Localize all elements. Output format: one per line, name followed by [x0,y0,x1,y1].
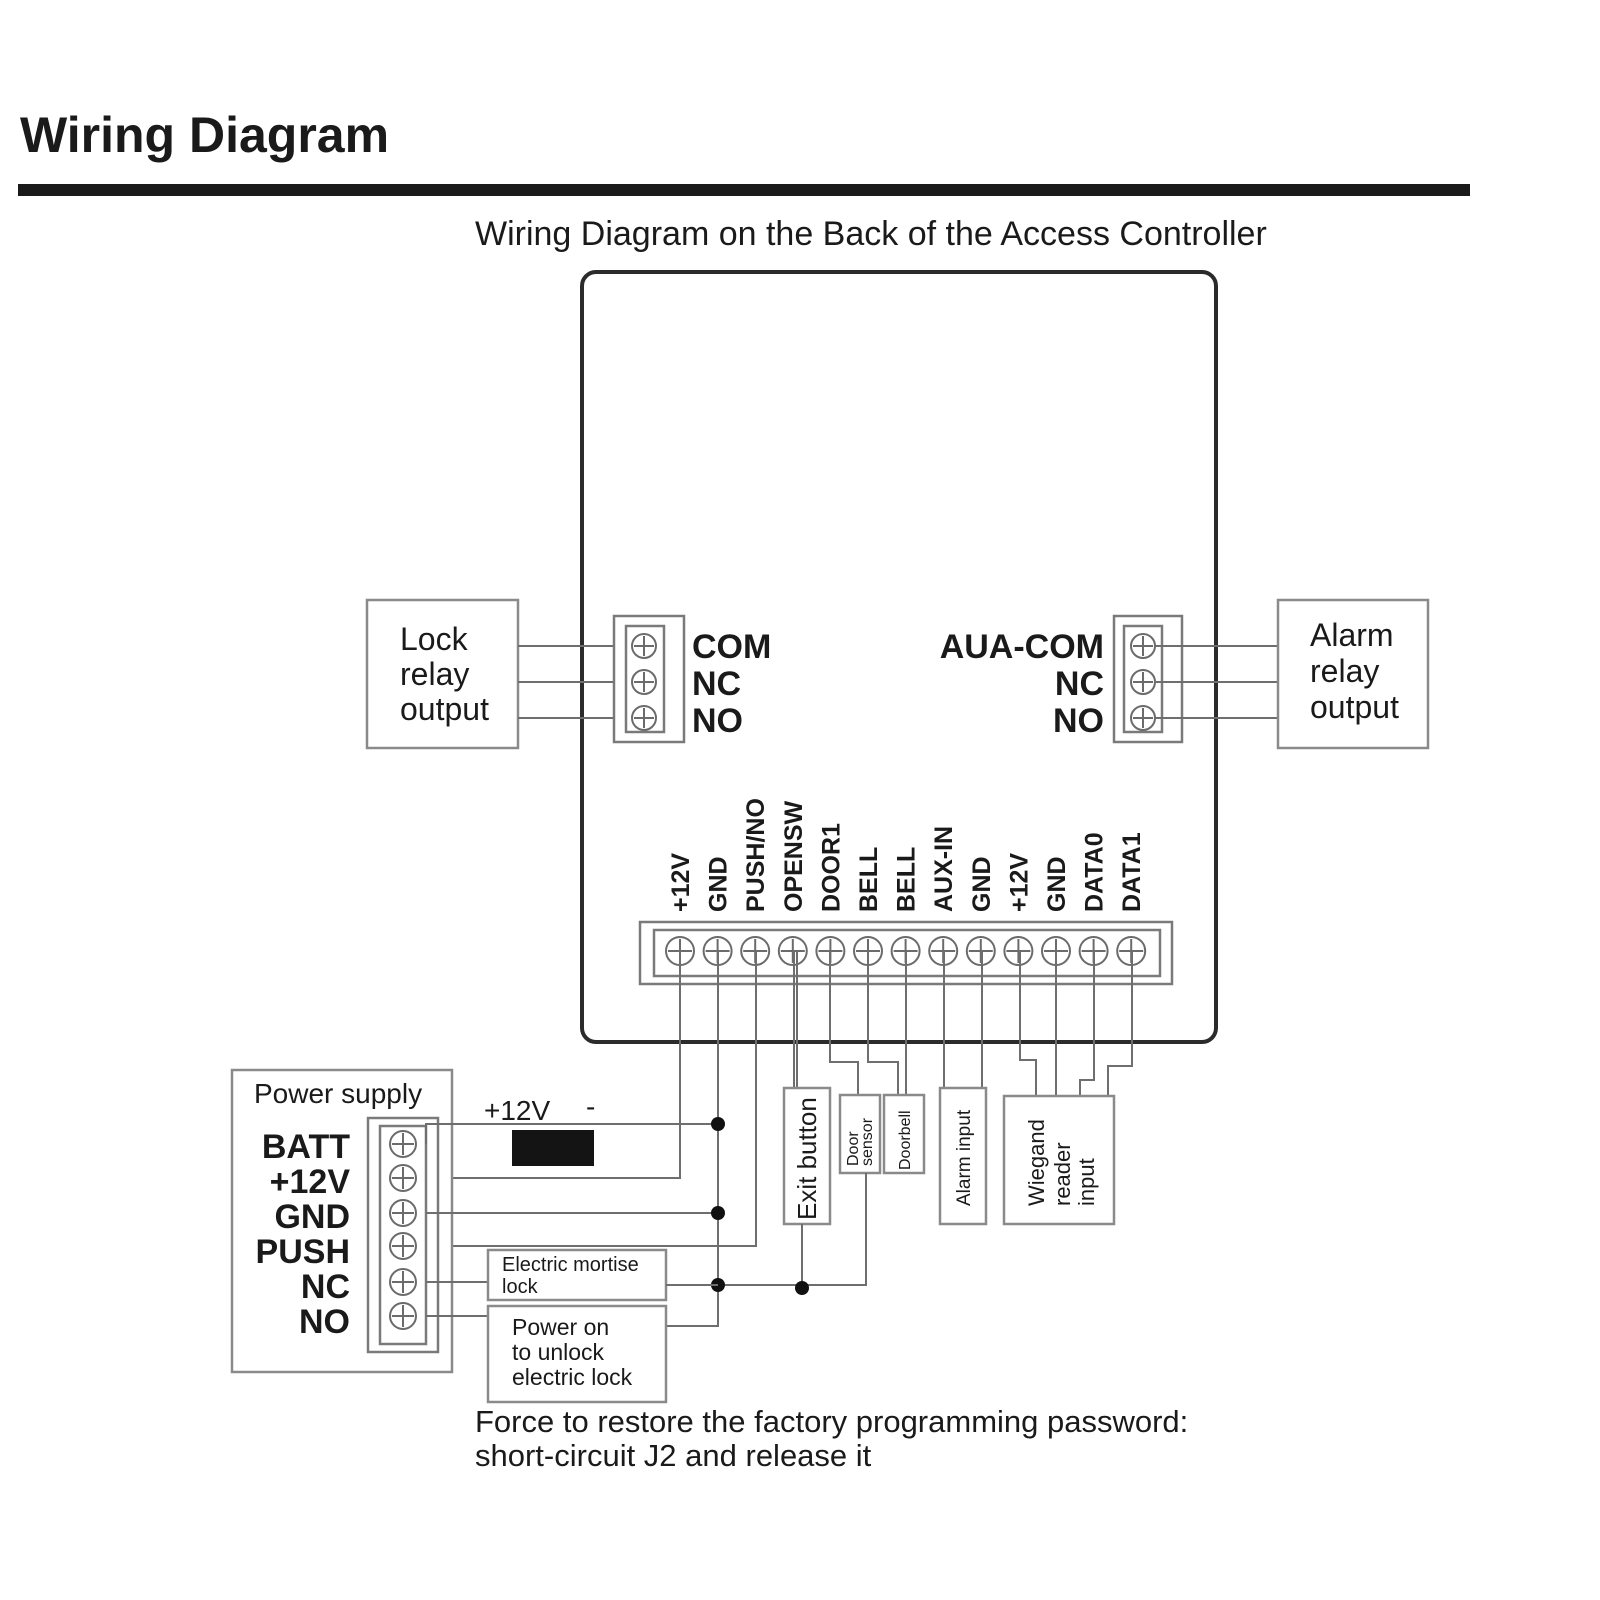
footer-note-line-2: short-circuit J2 and release it [475,1438,872,1473]
alarm-relay-output-box [1278,600,1428,748]
bottom-terminal-label: +12V [667,852,695,912]
lock-terminal-nc: NC [692,665,742,703]
bottom-terminal-screw-icon [1004,937,1032,965]
battery-plus-label: +12V [484,1095,551,1126]
bottom-terminal-label: BELL [855,846,883,912]
mortise-lock-label-2: lock [502,1276,538,1298]
header-rule [18,184,1470,196]
battery-minus-label: - [586,1091,596,1122]
lock-relay-screw-icon [632,706,656,730]
alarm-relay-label-1: Alarm [1310,617,1394,653]
bottom-terminal-label: GND [967,856,996,912]
doorbell-box [884,1095,924,1173]
mortise-lock-label-1: Electric mortise [502,1254,639,1276]
alarm-terminal-aua-com: AUA-COM [939,628,1104,666]
alarm-relay-label-3: output [1310,689,1399,725]
lock-relay-label-3: output [400,691,489,727]
diagram-subtitle: Wiring Diagram on the Back of the Access Controller [475,215,1267,253]
alarm-relay-screw-icon [1131,706,1155,730]
ps-screw-icon [390,1200,416,1226]
bottom-terminal-label: AUX-IN [930,825,959,912]
door-sensor-box [840,1095,880,1173]
lock-relay-label-1: Lock [400,621,468,657]
lock-relay-screws [632,634,656,730]
power-on-unlock-label-3: electric lock [512,1364,633,1390]
ps-screw-icon [390,1165,416,1191]
wiegand-label-1: Wiegand [1024,1119,1049,1206]
ps-terminal-gnd: GND [274,1198,350,1236]
door-sensor-label-1: Door [845,1131,862,1166]
alarm-relay-screw-icon [1131,634,1155,658]
alarm-relay-screws [1131,634,1155,730]
ps-screw-icon [390,1269,416,1295]
ps-terminal-nc: NC [300,1268,350,1306]
alarm-relay-screw-icon [1131,670,1155,694]
lock-terminal-com: COM [692,628,772,666]
power-on-unlock-label-1: Power on [512,1314,610,1340]
bottom-terminal-screw-icon [967,937,995,965]
mortise-lock-box [488,1250,666,1300]
bottom-terminal-label: DOOR1 [817,823,846,912]
exit-button-box [784,1088,830,1224]
ps-terminal-batt: BATT [261,1128,350,1166]
wiegand-label-2: reader [1050,1142,1075,1206]
door-sensor-label-2: sensor [859,1117,876,1166]
lock-relay-screw-icon [632,670,656,694]
ps-screw-icon [390,1131,416,1157]
bottom-terminal-label: +12V [1005,852,1034,912]
lock-relay-label-2: relay [400,656,470,692]
bottom-terminal-label: OPENSW [779,800,808,912]
bottom-terminal-label: GND [704,856,733,912]
lock-terminal-no: NO [692,702,743,740]
ps-screw-icon [390,1233,416,1259]
bottom-terminal-label: PUSH/NO [742,798,771,912]
footer-note-line-1: Force to restore the factory programming password: [475,1404,1189,1439]
ps-screw-icon [390,1303,416,1329]
bottom-terminal-label: BELL [892,846,921,912]
lock-relay-output-box [367,600,518,748]
alarm-input-box [940,1088,986,1224]
ps-terminal-push: PUSH [255,1233,350,1271]
ps-terminal-no: NO [299,1303,350,1341]
power-on-unlock-box [488,1306,666,1402]
power-supply-title: Power supply [254,1078,423,1109]
wiegand-label-3: input [1074,1158,1099,1206]
ps-terminal-12v: +12V [269,1163,350,1201]
alarm-terminal-nc: NC [1054,665,1104,703]
alarm-input-label: Alarm input [954,1109,975,1206]
bottom-terminal-label: DATA0 [1080,832,1109,912]
power-on-unlock-label-2: to unlock [512,1339,605,1365]
alarm-terminal-no: NO [1053,702,1104,740]
lock-relay-screw-icon [632,634,656,658]
exit-button-label: Exit button [792,1097,822,1220]
bottom-terminal-label: GND [1043,856,1071,912]
battery-icon [512,1130,594,1166]
alarm-relay-label-2: relay [1310,653,1380,689]
bottom-terminal-screw-icon [779,937,807,965]
bottom-terminal-label: DATA1 [1118,832,1147,912]
wiegand-reader-box [1004,1096,1114,1224]
doorbell-label: Doorbell [897,1110,914,1170]
page-title: Wiring Diagram [20,107,390,163]
